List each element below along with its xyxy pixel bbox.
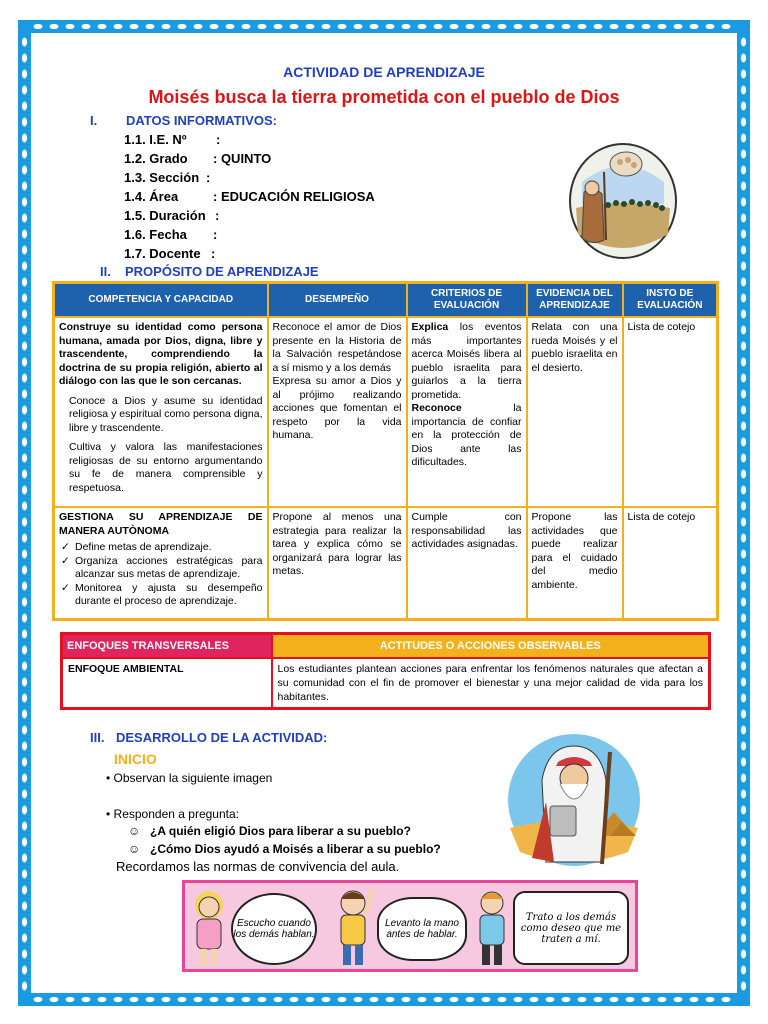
info-row-duracion [124, 208, 219, 223]
boy-character-icon [331, 885, 375, 969]
info-label: 1.1. I.E. Nº [124, 132, 187, 147]
norm-bubble-2: Levanto la mano antes de hablar. [377, 897, 467, 961]
question-text: ¿A quién eligió Dios para liberar a su pueblo? [150, 824, 411, 838]
performance-cell [268, 317, 407, 507]
check-icon: ✓ [61, 581, 70, 594]
info-label: 1.3. Sección [124, 170, 200, 185]
info-row-fecha [124, 227, 217, 242]
norms-intro: Recordamos las normas de convivencia del aula. [116, 859, 400, 874]
section2-number: II. [100, 264, 111, 279]
child-character-icon [473, 887, 511, 969]
info-value: : [215, 208, 220, 223]
evidence-cell: Propone las actividades que puede realizar para el cuidado del medio ambiente. [527, 507, 623, 619]
smiley-icon: ☺ [128, 842, 141, 856]
header-evidence: EVIDENCIA DEL APRENDIZAJE [527, 283, 623, 318]
header-criteria: CRITERIOS DE EVALUACIÓN [407, 283, 527, 318]
bullet-icon: • [106, 771, 114, 785]
info-row-area [124, 189, 375, 204]
list-item [59, 541, 263, 555]
info-value: : QUINTO [213, 151, 272, 166]
moses-illustration [498, 732, 650, 874]
competence-cell [54, 317, 268, 507]
criteria-item [412, 321, 522, 402]
enfoque-description: Los estudiantes plantean acciones para enfrentar los fenómenos naturales que afectan a su comunidad con el fin de promover el bienestar y una mejor calidad de vida para los habitantes. [272, 658, 710, 709]
criteria-text: la importancia de confiar en la protección de Dios ante las dificultades. [411, 402, 522, 468]
criteria-text: los eventos más importantes acerca Moisés libera al pueblo israelita para guiarlos a la tierra prometida. [411, 321, 522, 401]
section1-number: I. [90, 113, 98, 128]
info-row-seccion [124, 170, 210, 185]
instrument-cell: Lista de cotejo [623, 317, 718, 507]
capacity-text: Conoce a Dios y asume su identidad religiosa y espiritual como persona digna, libre y trascendente. [69, 394, 263, 434]
capacity-list [59, 541, 263, 609]
info-label: 1.6. Fecha [124, 227, 187, 242]
criteria-cell: Cumple con responsabilidad las actividades asignadas. [407, 507, 527, 619]
competence-text: Construye su identidad como persona humana, amada por Dios, digna, libre y trascendente, comprendiendo la doctrina de su propia religión, abierto al diálogo con las que le son cercanas. [59, 321, 263, 387]
smiley-icon: ☺ [128, 824, 141, 838]
info-value: : [206, 170, 211, 185]
performance-cell: Propone al menos una estrategia para realizar la tarea y explica cómo se organizará para lograr las metas. [268, 507, 407, 619]
criteria-item [412, 402, 522, 470]
instrument-cell: Lista de cotejo [623, 507, 718, 619]
capacity-text: Organiza acciones estratégicas para alcanzar sus metas de aprendizaje. [75, 554, 263, 580]
info-label: 1.2. Grado [124, 151, 188, 166]
info-value: : [216, 132, 221, 147]
enfoques-header-row [62, 634, 710, 659]
section3-number: III. [90, 730, 105, 745]
table-row [62, 658, 710, 709]
info-row-ie [124, 132, 220, 147]
classroom-norms-banner [182, 880, 638, 972]
competence-cell [54, 507, 268, 619]
page-title: Moisés busca la tierra prometida con el pueblo de Dios [148, 87, 620, 107]
table-row [54, 507, 718, 619]
section1-title: DATOS INFORMATIVOS: [126, 113, 277, 128]
enfoque-name: ENFOQUE AMBIENTAL [62, 658, 272, 709]
info-value: : EDUCACIÓN RELIGIOSA [213, 189, 375, 204]
info-value: : [211, 246, 216, 261]
list-item [59, 582, 263, 609]
info-label: 1.4. Área [124, 189, 179, 204]
criteria-cell [407, 317, 527, 507]
evidence-cell: Relata con una rueda Moisés y el pueblo israelita en el desierto. [527, 317, 623, 507]
actitudes-header: ACTITUDES O ACCIONES OBSERVABLES [272, 634, 710, 659]
competence-text: GESTIONA SU APRENDIZAJE DE MANERA AUTÒNOMA [59, 511, 263, 537]
girl-character-icon [189, 887, 229, 967]
performance-text: Reconoce el amor de Dios presente en la Historia de la Salvación respetándose a sí mismo y a los demás Expresa su amor a Dios y al prójimo realizando acciones que fomentan el respeto por la vida humana. [272, 321, 402, 441]
purpose-table [52, 281, 719, 621]
bullet-text: Observan la siguiente imagen [113, 771, 273, 785]
header-performance: DESEMPEÑO [268, 283, 407, 318]
info-value: : [213, 227, 218, 242]
check-icon: ✓ [61, 554, 70, 567]
header-competence: COMPETENCIA Y CAPACIDAD [54, 283, 268, 318]
check-icon: ✓ [61, 541, 70, 553]
inicio-heading: INICIO [114, 751, 157, 767]
enfoques-header: ENFOQUES TRANSVERSALES [62, 634, 272, 659]
table-header-row [54, 283, 718, 318]
info-label: 1.7. Docente [124, 246, 201, 261]
info-row-docente [124, 246, 215, 261]
capacity-text: Define metas de aprendizaje. [75, 541, 212, 553]
question-text: ¿Cómo Dios ayudó a Moisés a liberar a su pueblo? [150, 842, 441, 856]
table-row [54, 317, 718, 507]
list-item [59, 555, 263, 582]
criteria-verb: Explica [411, 321, 449, 333]
bullet-text: Responden a pregunta: [113, 807, 239, 821]
info-label: 1.5. Duración [124, 208, 206, 223]
header-instrument: INSTO DE EVALUACIÓN [623, 283, 718, 318]
norm-bubble-1: Escucho cuando los demás hablan. [231, 893, 317, 965]
section2-title: PROPÓSITO DE APRENDIZAJE [125, 264, 319, 279]
capacity-text: Monitorea y ajusta su desempeño durante el proceso de aprendizaje. [75, 581, 263, 607]
capacity-text: Cultiva y valora las manifestaciones religiosas de su entorno argumentando su fe de manera comprensible y respetuosa. [69, 441, 263, 494]
bullet-observe [106, 771, 272, 785]
criteria-verb: Reconoce [411, 402, 462, 414]
moses-desert-illustration [568, 142, 678, 260]
enfoques-table [60, 632, 711, 710]
question-2 [128, 842, 441, 856]
info-row-grado [124, 151, 271, 166]
bullet-respond [106, 807, 239, 821]
bullet-icon: • [106, 807, 114, 821]
activity-label: ACTIVIDAD DE APRENDIZAJE [283, 64, 485, 80]
section3-title: DESARROLLO DE LA ACTIVIDAD: [116, 730, 328, 745]
norm-bubble-3: Trato a los demás como deseo que me traten a mí. [513, 891, 629, 965]
question-1 [128, 824, 411, 838]
